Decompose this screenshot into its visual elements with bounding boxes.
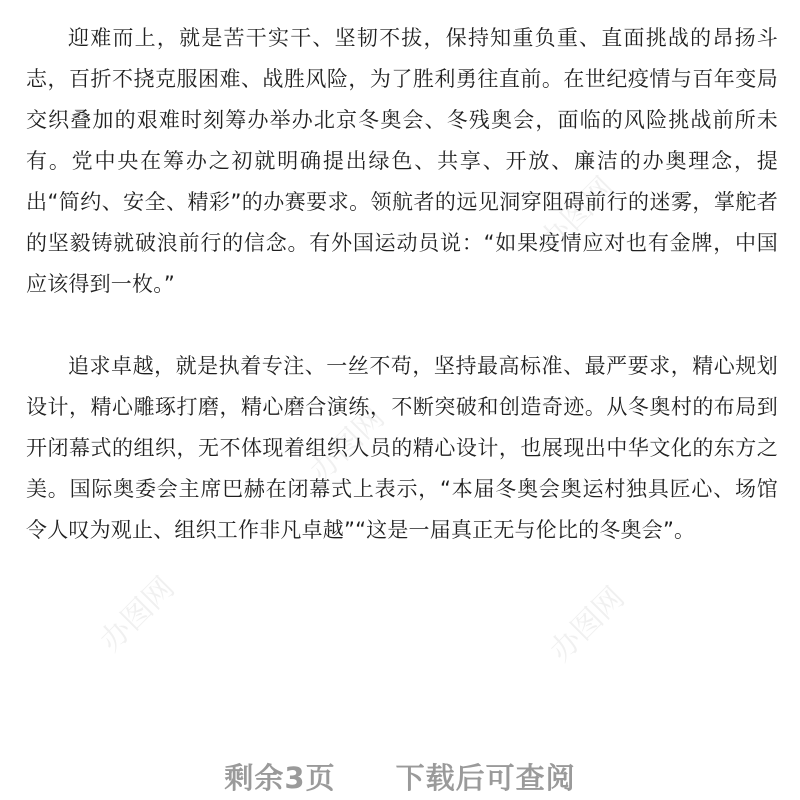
watermark-text: 办图网: [303, 400, 392, 489]
watermark-text: 办图网: [93, 570, 182, 659]
watermark-text: 办图网: [533, 170, 622, 259]
download-footer: [0, 756, 800, 797]
paragraph-1: 迎难而上，就是苦干实干、坚韧不拔，保持知重负重、直面挑战的昂扬斗志，百折不挠克服困难、战胜风险，为了胜利勇往直前。在世纪疫情与百年变局交织叠加的艰难时刻筹办举办北京冬奥会、冬残奥会，面临的风险挑战前所未有。党中央在筹办之初就明确提出绿色、共享、开放、廉洁的办奥理念，提出“简约、安全、精彩”的办赛要求。领航者的远见洞穿阻碍前行的迷雾，掌舵者的坚毅铸就破浪前行的信念。有外国运动员说：“如果疫情应对也有金牌，中国应该得到一枚。”: [26, 26, 778, 296]
paragraph-2: 追求卓越，就是执着专注、一丝不苟，坚持最高标准、最严要求，精心规划设计，精心雕琢打磨，精心磨合演练，不断突破和创造奇迹。从冬奥村的布局到开闭幕式的组织，无不体现着组织人员的精心设计，也展现出中华文化的东方之美。国际奥委会主席巴赫在闭幕式上表示，“本届冬奥会奥运村独具匠心、场馆令人叹为观止、组织工作非凡卓越”“这是一届真正无与伦比的冬奥会”。: [26, 354, 778, 542]
download-to-read-link[interactable]: 下载后可查阅: [395, 761, 576, 795]
remaining-pages-label[interactable]: 剩余3页: [224, 761, 336, 795]
watermark-text: 办图网: [543, 580, 632, 669]
document-body: [26, 18, 778, 551]
